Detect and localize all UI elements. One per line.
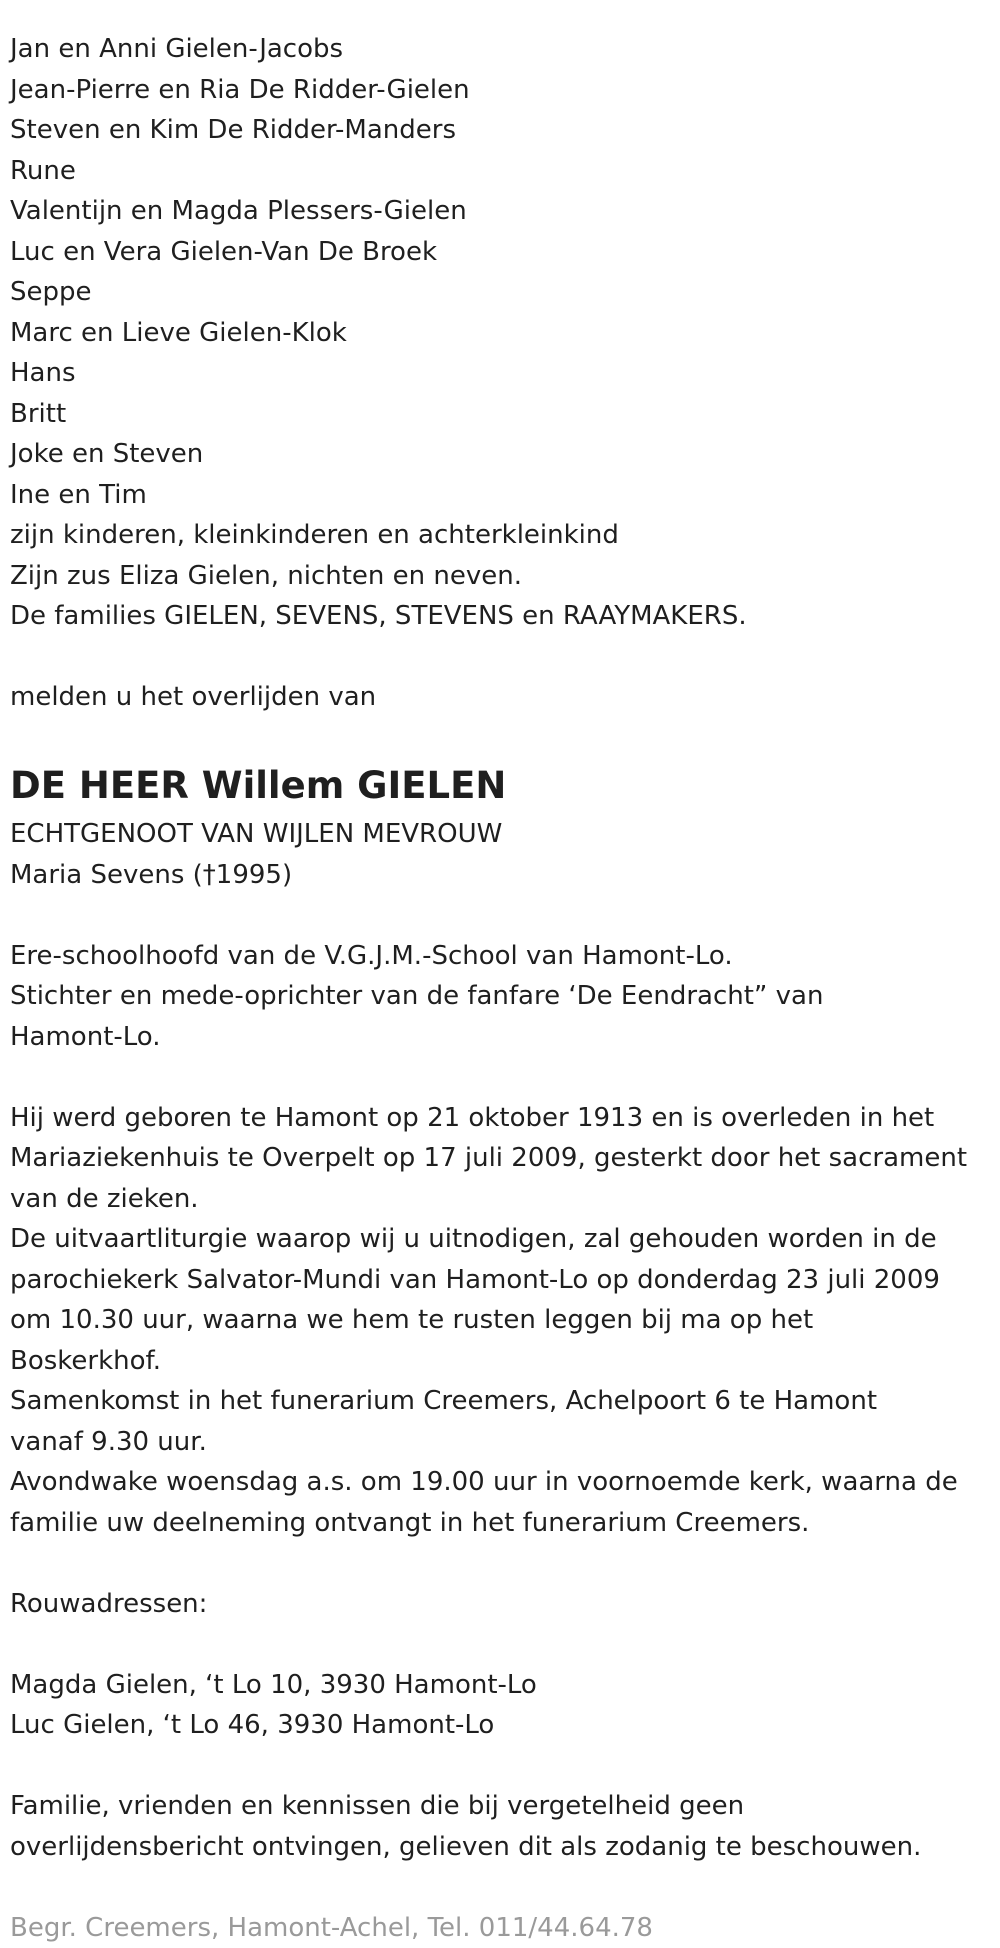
details-line: van de zieken. bbox=[10, 1179, 990, 1220]
family-line: Jan en Anni Gielen-Jacobs bbox=[10, 29, 990, 70]
details-line: parochiekerk Salvator-Mundi van Hamont-Lo op donderdag 23 juli 2009 bbox=[10, 1260, 990, 1301]
notice-block bbox=[10, 1786, 990, 1867]
details-line: Samenkomst in het funerarium Creemers, Achelpoort 6 te Hamont bbox=[10, 1381, 990, 1422]
details-block bbox=[10, 1098, 990, 1544]
details-line: familie uw deelneming ontvangt in het funerarium Creemers. bbox=[10, 1503, 990, 1544]
family-line: zijn kinderen, kleinkinderen en achterkleinkind bbox=[10, 515, 990, 556]
details-line: De uitvaartliturgie waarop wij u uitnodigen, zal gehouden worden in de bbox=[10, 1219, 990, 1260]
spouse-name: Maria Sevens (†1995) bbox=[10, 855, 990, 896]
family-line: Valentijn en Magda Plessers-Gielen bbox=[10, 191, 990, 232]
spacer bbox=[10, 637, 990, 678]
spacer bbox=[10, 1057, 990, 1098]
family-line: Hans bbox=[10, 353, 990, 394]
spouse-title: ECHTGENOOT VAN WIJLEN MEVROUW bbox=[10, 814, 990, 855]
funeral-home-credit: Begr. Creemers, Hamont-Achel, Tel. 011/44.64.78 bbox=[10, 1908, 990, 1948]
deceased-name: DE HEER Willem GIELEN bbox=[10, 760, 990, 812]
notice-line: Familie, vrienden en kennissen die bij vergetelheid geen bbox=[10, 1786, 990, 1827]
family-line: Steven en Kim De Ridder-Manders bbox=[10, 110, 990, 151]
career-line: Hamont-Lo. bbox=[10, 1017, 990, 1058]
notice-line: overlijdensbericht ontvingen, gelieven dit als zodanig te beschouwen. bbox=[10, 1827, 990, 1868]
footer bbox=[10, 1908, 990, 1948]
career-block bbox=[10, 936, 990, 1058]
spacer bbox=[10, 1746, 990, 1787]
addresses-block bbox=[10, 1665, 990, 1746]
details-line: om 10.30 uur, waarna we hem te rusten leggen bij ma op het bbox=[10, 1300, 990, 1341]
deceased-block bbox=[10, 760, 990, 895]
family-line: Britt bbox=[10, 394, 990, 435]
details-line: Mariaziekenhuis te Overpelt op 17 juli 2009, gesterkt door het sacrament bbox=[10, 1138, 990, 1179]
family-line: Ine en Tim bbox=[10, 475, 990, 516]
family-line: Joke en Steven bbox=[10, 434, 990, 475]
family-line: Luc en Vera Gielen-Van De Broek bbox=[10, 232, 990, 273]
details-line: Hij werd geboren te Hamont op 21 oktober 1913 en is overleden in het bbox=[10, 1098, 990, 1139]
address-line: Magda Gielen, ‘t Lo 10, 3930 Hamont-Lo bbox=[10, 1665, 990, 1706]
family-line: Seppe bbox=[10, 272, 990, 313]
announcement-text: melden u het overlijden van bbox=[10, 677, 990, 718]
family-line: Marc en Lieve Gielen-Klok bbox=[10, 313, 990, 354]
spacer bbox=[10, 1543, 990, 1584]
family-line: Zijn zus Eliza Gielen, nichten en neven. bbox=[10, 556, 990, 597]
family-line: Rune bbox=[10, 151, 990, 192]
address-line: Luc Gielen, ‘t Lo 46, 3930 Hamont-Lo bbox=[10, 1705, 990, 1746]
addresses-label: Rouwadressen: bbox=[10, 1584, 990, 1625]
family-line: De families GIELEN, SEVENS, STEVENS en RAAYMAKERS. bbox=[10, 596, 990, 637]
spacer bbox=[10, 1624, 990, 1665]
spacer bbox=[10, 1867, 990, 1908]
spacer bbox=[10, 718, 990, 759]
details-line: Avondwake woensdag a.s. om 19.00 uur in voornoemde kerk, waarna de bbox=[10, 1462, 990, 1503]
spacer bbox=[10, 895, 990, 936]
details-line: Boskerkhof. bbox=[10, 1341, 990, 1382]
details-line: vanaf 9.30 uur. bbox=[10, 1422, 990, 1463]
family-line: Jean-Pierre en Ria De Ridder-Gielen bbox=[10, 70, 990, 111]
family-list bbox=[10, 29, 990, 637]
career-line: Stichter en mede-oprichter van de fanfare ‘De Eendracht” van bbox=[10, 976, 990, 1017]
career-line: Ere-schoolhoofd van de V.G.J.M.-School van Hamont-Lo. bbox=[10, 936, 990, 977]
